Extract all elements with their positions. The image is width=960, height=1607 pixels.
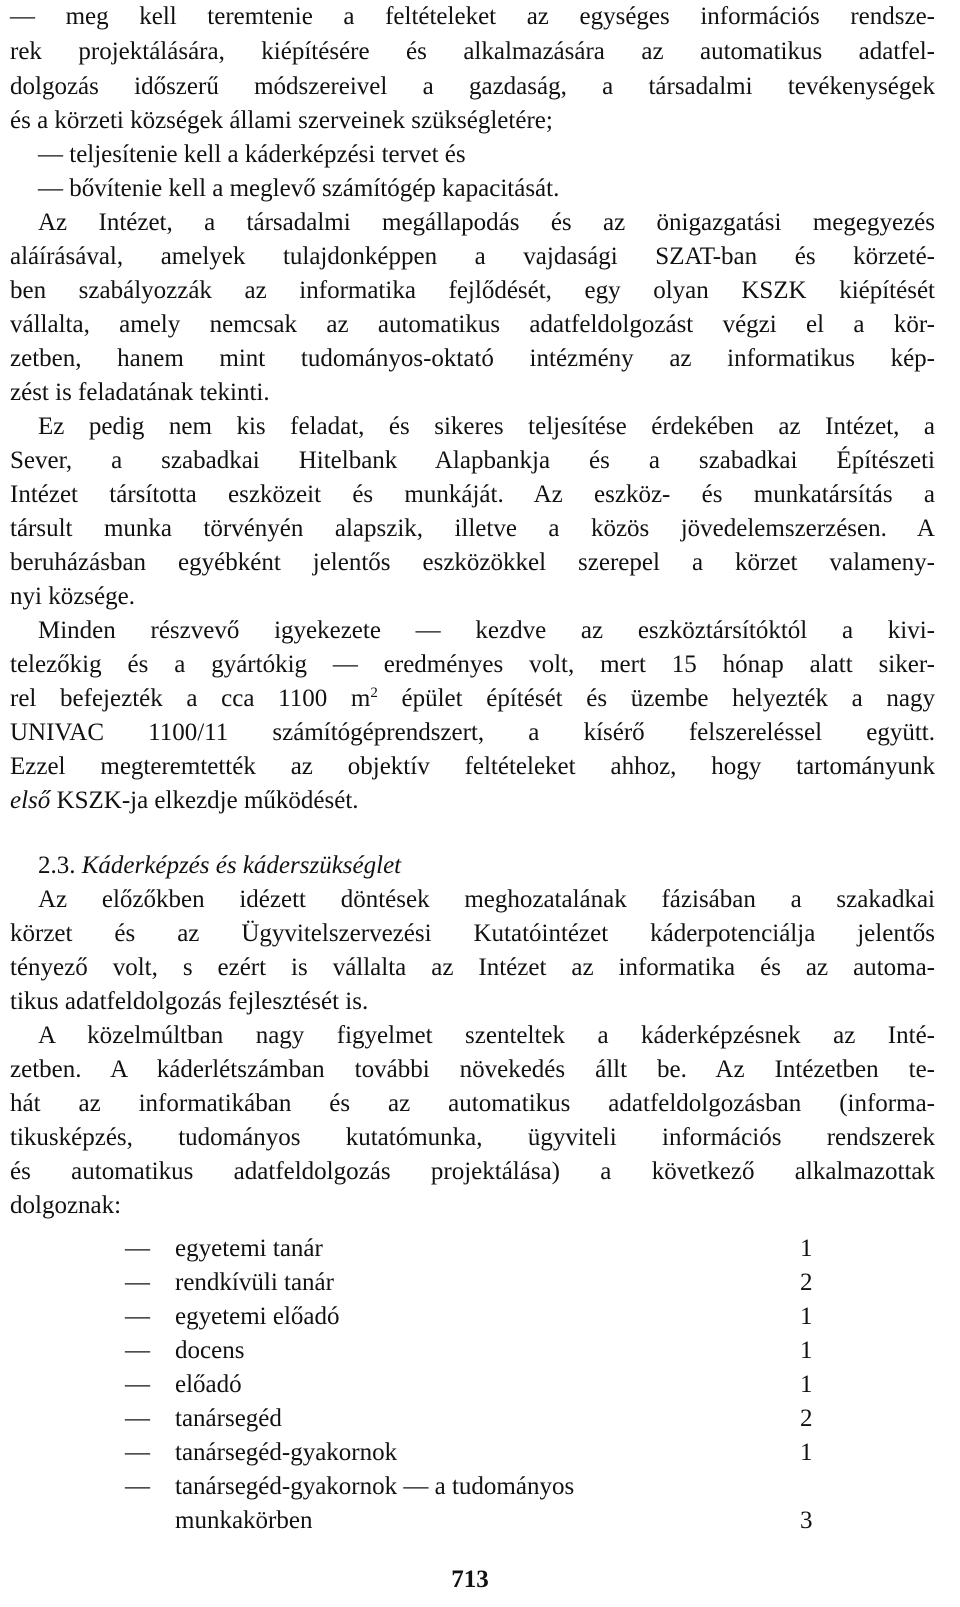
list-dash: — [125,1371,150,1398]
text-line: Minden részvevő igyekezete — kezdve az eszköztársítóktól a kivi- [38,617,935,644]
text-line: vállalta, amely nemcsak az automatikus adatfeldolgozást végzi el a kör- [10,311,935,338]
section-number: 2.3. [38,852,76,879]
text-line: dolgoznak: [10,1192,122,1219]
list-dash: — [125,1337,150,1364]
list-item-label: tanársegéd [175,1405,282,1432]
list-item-label: egyetemi tanár [175,1235,323,1262]
list-dash: — [125,1303,150,1330]
list-item-count: 1 [800,1337,813,1364]
list-item-count: 3 [800,1507,813,1534]
text-line: telezőkig és a gyártókig — eredményes volt, mert 15 hónap alatt siker- [10,651,935,678]
text-segment: rel befejezték a cca 1100 m [10,685,371,712]
list-item [125,1334,825,1368]
text-line: ben szabályozzák az informatika fejlődését, egy olyan KSZK kiépítését [10,277,935,304]
text-line: tikusképzés, tudományos kutatómunka, ügyviteli információs rendszerek [10,1124,935,1151]
text-line: hát az informatikában és az automatikus adatfeldolgozásban (informa- [10,1090,935,1117]
list-dash: — [125,1235,150,1262]
list-dash: — [125,1405,150,1432]
list-item [125,1470,825,1504]
section-heading [38,849,960,883]
list-item-continuation [125,1504,825,1538]
list-item-count: 1 [800,1439,813,1466]
list-item-count: 2 [800,1269,813,1296]
text-line: és a körzeti községek állami szerveinek szükségletére; [10,107,553,134]
text-line-with-emphasis [10,784,935,818]
text-line: — meg kell teremtenie a feltételeket az egységes információs rendsze- [10,3,935,30]
text-line: zetben. A káderlétszámban további növekedés állt be. Az Intézetben te- [10,1056,935,1083]
list-item [125,1232,825,1266]
text-line: Intézet társította eszközeit és munkáját. Az eszköz- és munkatársítás a [10,481,935,508]
list-item-label: munkakörben [175,1507,313,1534]
text-line: zést is feladatának tekinti. [10,379,270,406]
list-item [125,1436,825,1470]
text-line: Ez pedig nem kis feladat, és sikeres teljesítése érdekében az Intézet, a [38,413,935,440]
text-line: beruházásban egyébként jelentős eszközökkel szerepel a körzet valameny- [10,549,935,576]
text-line: UNIVAC 1100/11 számítógéprendszert, a kísérő felszereléssel együtt. [10,719,935,746]
text-segment: épület építését és üzembe helyezték a nagy [377,685,935,712]
text-line: — bővítenie kell a meglevő számítógép kapacitását. [38,175,560,202]
text-line: tényező volt, s ezért is vállalta az Intézet az informatika és az automa- [10,954,935,981]
section-title: Káderképzés és káderszükséglet [81,852,402,879]
list-item-label: docens [175,1337,245,1364]
text-line: aláírásával, amelyek tulajdonképpen a vajdasági SZAT-ban és körzeté- [10,243,935,270]
text-line: Sever, a szabadkai Hitelbank Alapbankja és a szabadkai Építészeti [10,447,935,474]
text-line: körzet és az Ügyvitelszervezési Kutatóintézet káderpotenciálja jelentős [10,920,935,947]
list-dash: — [125,1439,150,1466]
list-item [125,1300,825,1334]
list-item [125,1266,825,1300]
list-dash: — [125,1473,150,1500]
emphasis: első [10,787,51,814]
list-item [125,1368,825,1402]
text-line: Az Intézet, a társadalmi megállapodás és az önigazgatási megegyezés [38,209,935,236]
text-line: nyi községe. [10,583,135,610]
superscript: 2 [370,685,378,701]
text-line: rek projektálására, kiépítésére és alkalmazására az automatikus adatfel- [10,38,935,65]
list-item-label: rendkívüli tanár [175,1269,334,1296]
list-item-label: egyetemi előadó [175,1303,340,1330]
list-item-label: előadó [175,1371,242,1398]
list-item-label: tanársegéd-gyakornok [175,1439,398,1466]
text-line: Az előzőkben idézett döntések meghozatalának fázisában a szakadkai [38,886,935,913]
list-item-count: 1 [800,1371,813,1398]
text-line-with-superscript [10,682,935,716]
text-line: — teljesítenie kell a káderképzési tervet és [38,141,466,168]
list-item-count: 2 [800,1405,813,1432]
text-line: dolgozás időszerű módszereivel a gazdaság, a társadalmi tevékenységek [10,73,935,100]
page-number: 713 [451,1566,489,1593]
text-segment: KSZK-ja elkezdje működését. [50,787,359,814]
list-item [125,1402,825,1436]
text-line: és automatikus adatfeldolgozás projektálása) a következő alkalmazottak [10,1158,935,1185]
text-line: társult munka törvényén alapszik, illetve a közös jövedelemszerzésen. A [10,515,935,542]
list-item-count: 1 [800,1235,813,1262]
list-dash: — [125,1269,150,1296]
text-line: tikus adatfeldolgozás fejlesztését is. [10,988,369,1015]
text-line: zetben, hanem mint tudományos-oktató intézmény az informatikus kép- [10,345,935,372]
text-line: Ezzel megteremtették az objektív feltételeket ahhoz, hogy tartományunk [10,753,935,780]
text-line: A közelmúltban nagy figyelmet szenteltek a káderképzésnek az Inté- [38,1022,935,1049]
list-item-count: 1 [800,1303,813,1330]
list-item-label: tanársegéd-gyakornok — a tudományos [175,1473,575,1500]
